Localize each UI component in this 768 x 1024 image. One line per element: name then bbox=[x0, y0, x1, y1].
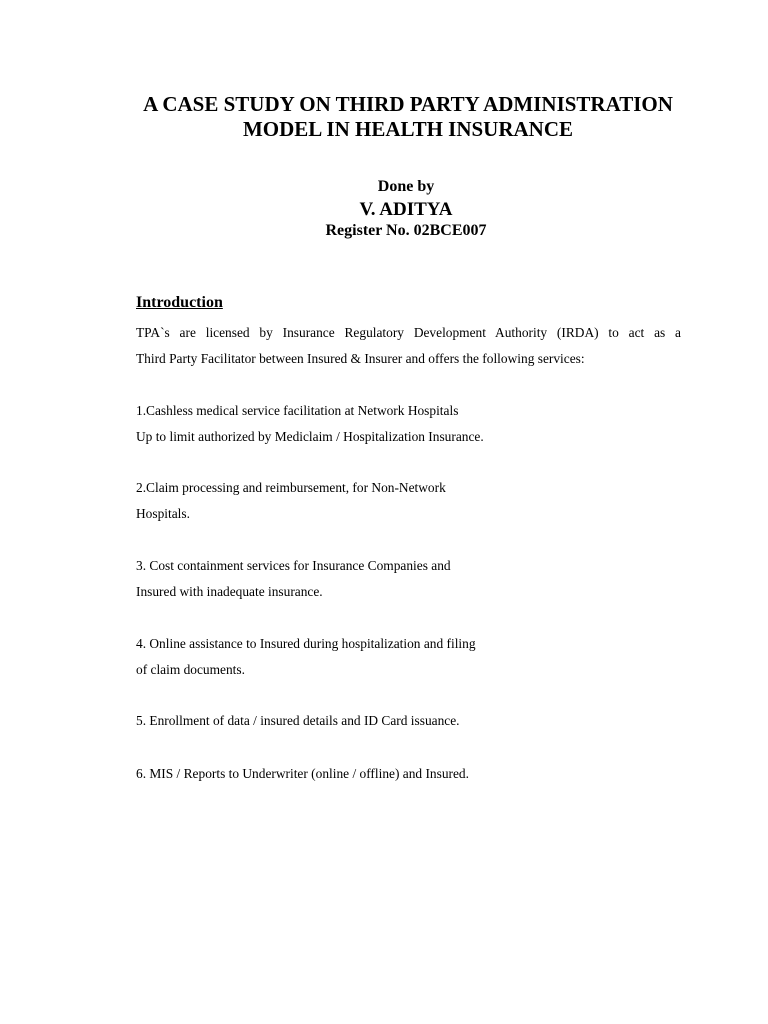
service-item-5 bbox=[136, 708, 681, 734]
title-line-1: A CASE STUDY ON THIRD PARTY ADMINISTRATION bbox=[143, 92, 673, 116]
introduction-line-2: Third Party Facilitator between Insured & Insurer and offers the following services: bbox=[136, 351, 585, 366]
service-item-2 bbox=[136, 475, 681, 527]
service-item-line: Up to limit authorized by Mediclaim / Hospitalization Insurance. bbox=[136, 429, 484, 444]
service-item-line: 4. Online assistance to Insured during hospitalization and filing bbox=[136, 636, 476, 651]
service-item-line: 2.Claim processing and reimbursement, for Non-Network bbox=[136, 480, 446, 495]
service-item-3 bbox=[136, 553, 681, 605]
service-item-line: 3. Cost containment services for Insurance Companies and bbox=[136, 558, 451, 573]
service-item-line: 1.Cashless medical service facilitation at Network Hospitals bbox=[136, 403, 459, 418]
service-item-line: Insured with inadequate insurance. bbox=[136, 584, 323, 599]
service-item-line: of claim documents. bbox=[136, 662, 245, 677]
author-name: V. ADITYA bbox=[359, 199, 453, 220]
service-item-1 bbox=[136, 398, 681, 450]
register-number: Register No. 02BCE007 bbox=[325, 222, 487, 239]
service-item-6 bbox=[136, 761, 681, 787]
document-title bbox=[0, 92, 768, 142]
service-item-line: 5. Enrollment of data / insured details and ID Card issuance. bbox=[136, 713, 460, 728]
introduction-paragraph bbox=[136, 320, 681, 372]
service-item-line: 6. MIS / Reports to Underwriter (online / offline) and Insured. bbox=[136, 766, 469, 781]
done-by-label: Done by bbox=[377, 178, 435, 195]
service-item-line: Hospitals. bbox=[136, 506, 190, 521]
introduction-line-1: TPA`s are licensed by Insurance Regulatory Development Authority (IRDA) to act as a bbox=[136, 325, 681, 340]
introduction-heading: Introduction bbox=[136, 294, 223, 311]
service-item-4 bbox=[136, 631, 681, 683]
title-line-2: MODEL IN HEALTH INSURANCE bbox=[242, 117, 574, 141]
